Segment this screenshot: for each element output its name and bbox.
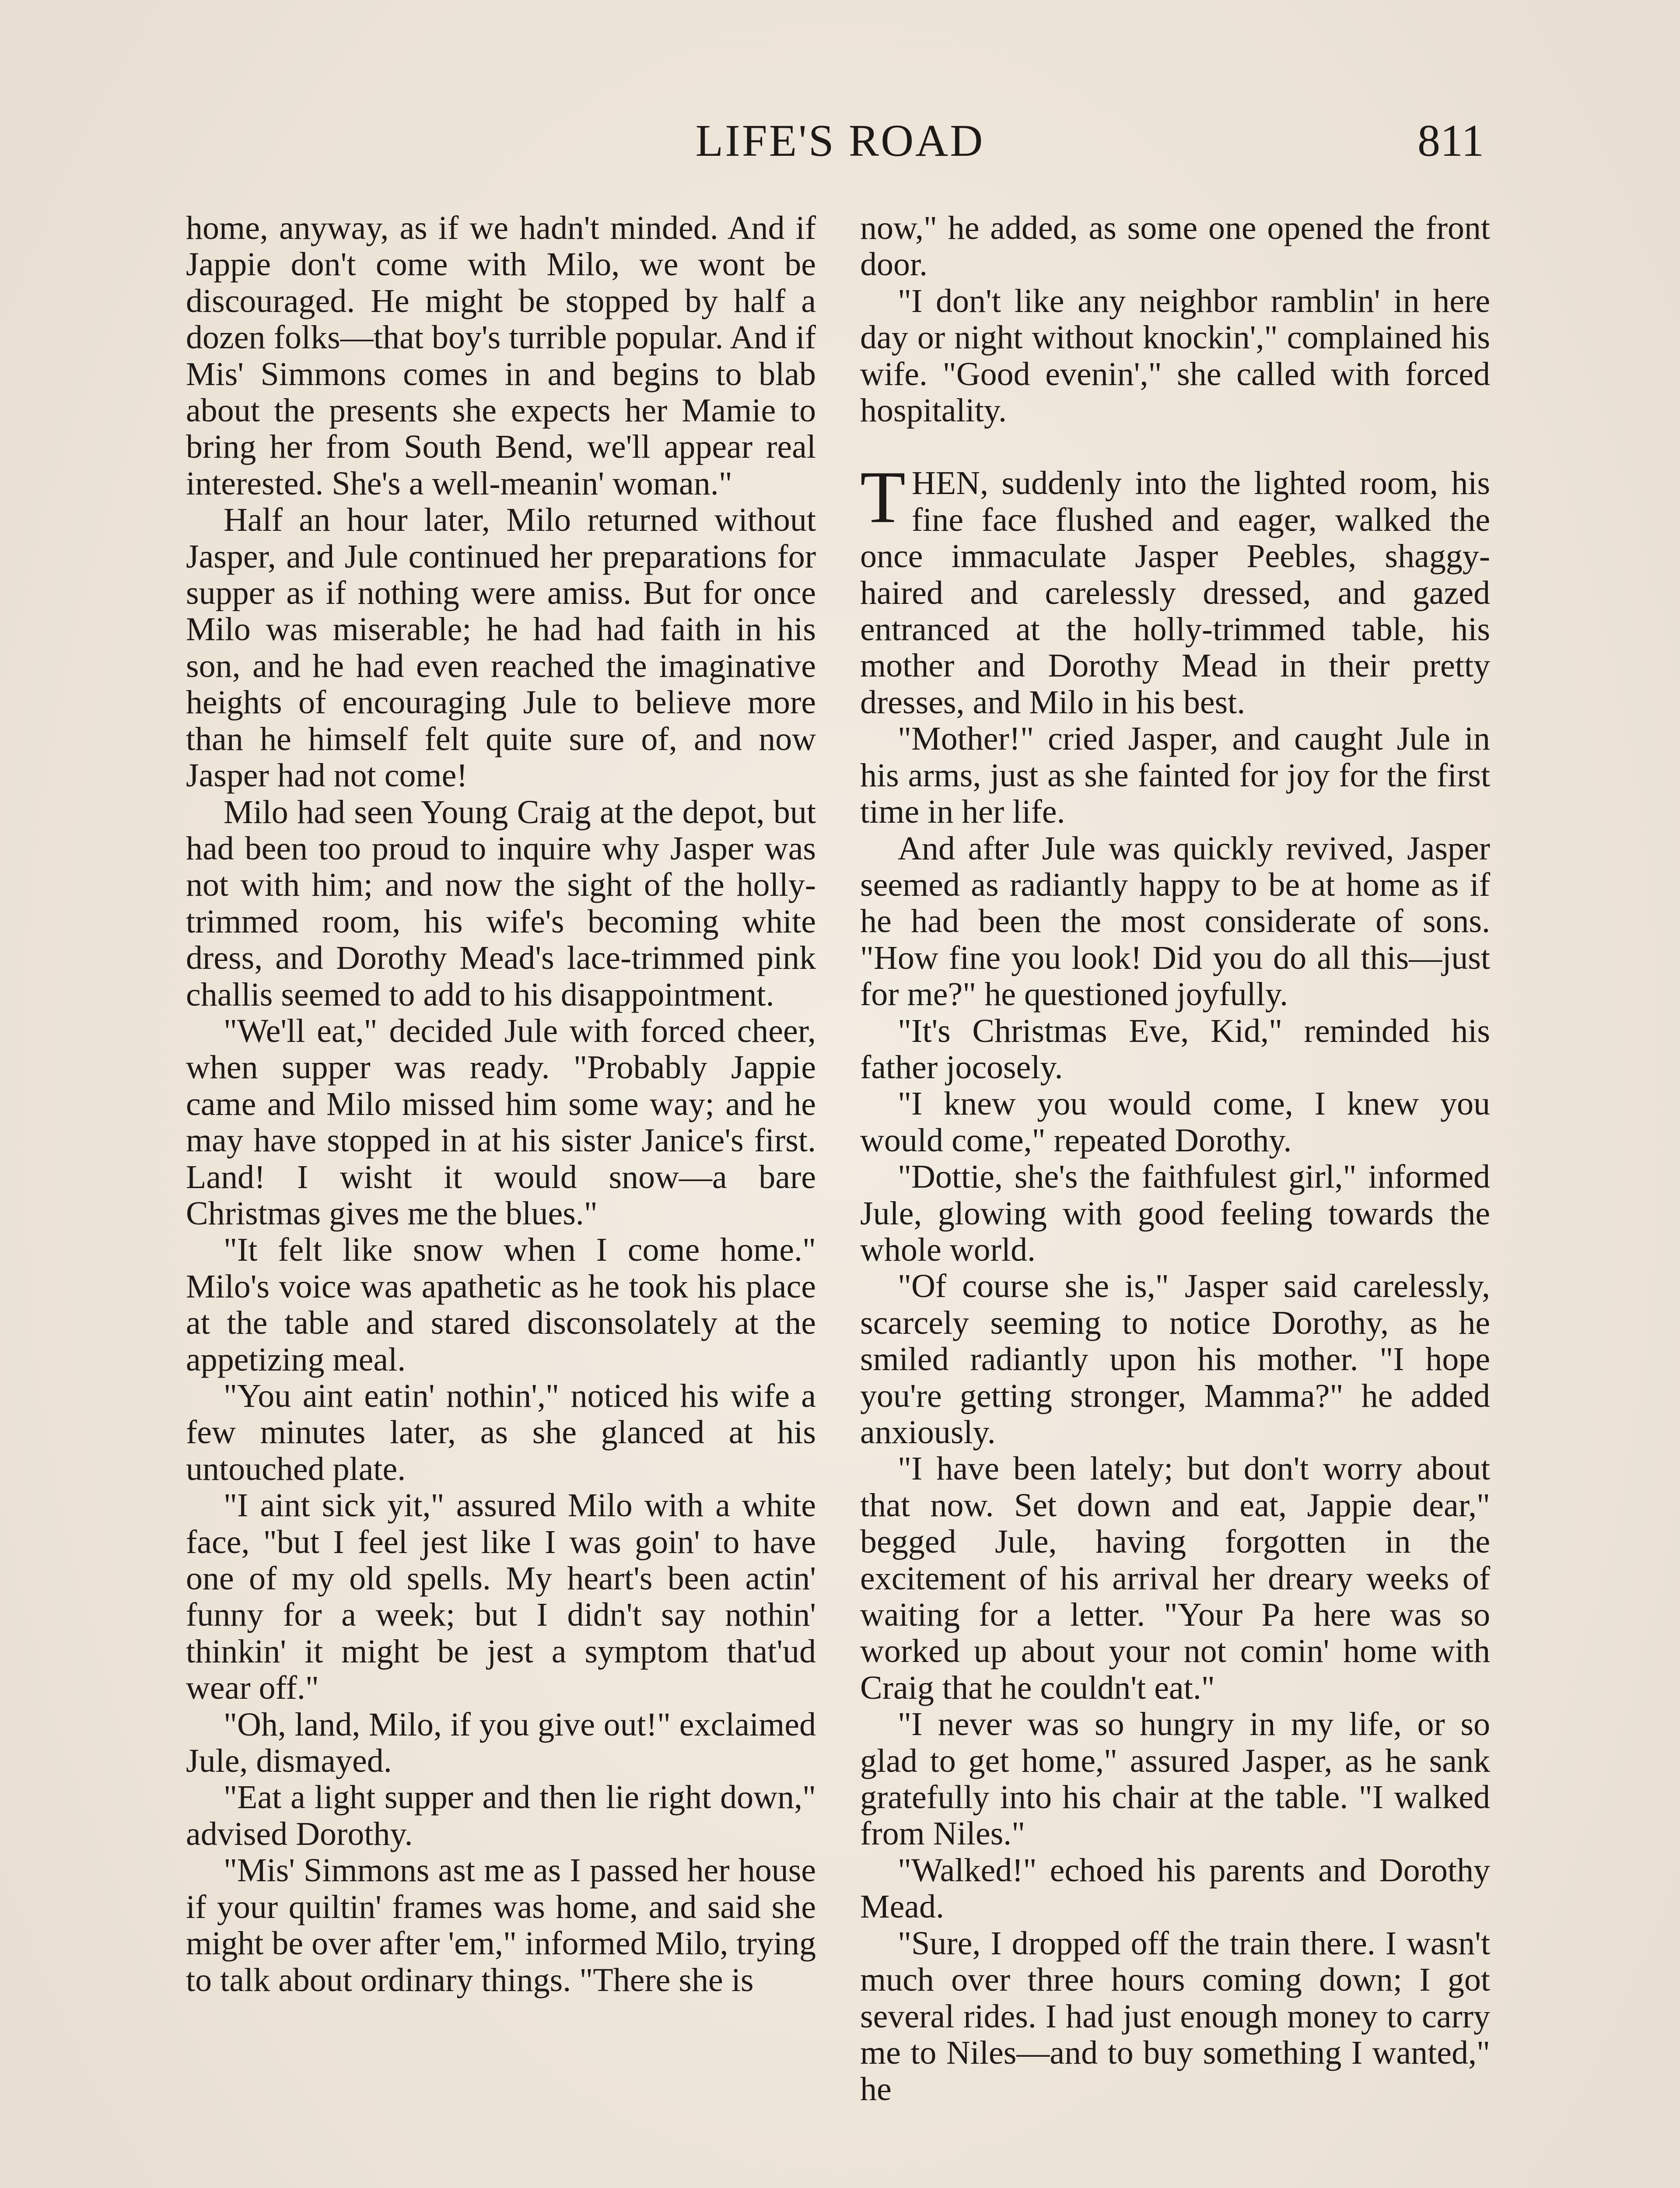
paragraph-text: HEN, suddenly into the lighted room, his fine face flushed and eager, walked the once immaculate Jasper Peebles, shaggy-haired and carelessly dressed, and gazed entranced at the holly-trimmed table, his mother and Dorothy Mead in their pretty dresses, and Milo in his best. <box>860 465 1490 721</box>
page-number: 811 <box>1418 116 1484 166</box>
paragraph: "Mother!" cried Jasper, and caught Jule in his arms, just as she fainted for joy for the first time in her life. <box>860 720 1490 831</box>
paragraph: "You aint eatin' nothin'," noticed his wife a few minutes later, as she glanced at his untouched plate. <box>186 1378 816 1487</box>
paragraph: "Sure, I dropped off the train there. I wasn't much over three hours coming down; I got several rides. I had just enough money to carry me to Niles—and to buy something I wanted," he <box>860 1925 1490 2108</box>
paragraph: "Oh, land, Milo, if you give out!" exclaimed Jule, dismayed. <box>186 1706 816 1780</box>
paragraph: "I aint sick yit," assured Milo with a white face, "but I feel jest like I was goin' to have one of my old spells. My heart's been actin' funny for a week; but I didn't say nothin' thinkin' it might be jest a symptom that'ud wear off." <box>186 1487 816 1707</box>
right-column <box>860 210 1490 2108</box>
paragraph: "It felt like snow when I come home." Milo's voice was apathetic as he took his place at the table and stared disconsolately at the appetizing meal. <box>186 1231 816 1378</box>
paragraph: And after Jule was quickly revived, Jasper seemed as radiantly happy to be at home as if he had been the most considerate of sons. "How fine you look! Did you do all this—just for me?" he questioned joyfully. <box>860 830 1490 1013</box>
left-column <box>186 210 816 1999</box>
running-title: LIFE'S ROAD <box>695 116 985 166</box>
drop-cap: T <box>860 456 906 539</box>
paragraph: "Walked!" echoed his parents and Dorothy Mead. <box>860 1851 1490 1925</box>
section-opening-paragraph <box>860 456 1490 721</box>
paragraph: Half an hour later, Milo returned without Jasper, and Jule continued her preparations for supper as if nothing were amiss. But for once Milo was miserable; he had had faith in his son, and he had even reached the imaginative heights of encouraging Jule to believe more than he himself felt quite sure of, and now Jasper had not come! <box>186 501 816 794</box>
paragraph: now," he added, as some one opened the front door. <box>860 210 1490 283</box>
paragraph: "I never was so hungry in my life, or so glad to get home," assured Jasper, as he sank gratefully into his chair at the table. "I walked from Niles." <box>860 1706 1490 1852</box>
paragraph: "I don't like any neighbor ramblin' in here day or night without knockin'," complained his wife. "Good evenin'," she called with forced hospitality. <box>860 282 1490 429</box>
paragraph: Milo had seen Young Craig at the depot, but had been too proud to inquire why Jasper was not with him; and now the sight of the holly-trimmed room, his wife's becoming white dress, and Dorothy Mead's lace-trimmed pink challis seemed to add to his disappointment. <box>186 793 816 1013</box>
paragraph: home, anyway, as if we hadn't minded. And if Jappie don't come with Milo, we wont be discouraged. He might be stopped by half a dozen folks—that boy's turrible popular. And if Mis' Simmons comes in and begins to blab about the presents she expects her Mamie to bring her from South Bend, we'll appear real interested. She's a well-meanin' woman." <box>186 210 816 502</box>
paragraph: "It's Christmas Eve, Kid," reminded his father jocosely. <box>860 1012 1490 1086</box>
paragraph: "Mis' Simmons ast me as I passed her house if your quiltin' frames was home, and said she might be over after 'em," informed Milo, trying to talk about ordinary things. "There she is <box>186 1852 816 1999</box>
paragraph: "Eat a light supper and then lie right down," advised Dorothy. <box>186 1779 816 1852</box>
paragraph: "Dottie, she's the faithfulest girl," informed Jule, glowing with good feeling towards the whole world. <box>860 1158 1490 1268</box>
paragraph: "We'll eat," decided Jule with forced cheer, when supper was ready. "Probably Jappie came and Milo missed him some way; and he may have stopped in at his sister Janice's first. Land! I wisht it would snow—a bare Christmas gives me the blues." <box>186 1012 816 1232</box>
paragraph: "I have been lately; but don't worry about that now. Set down and eat, Jappie dear," begged Jule, having forgotten in the excitement of his arrival her dreary weeks of waiting for a letter. "Your Pa here was so worked up about your not comin' home with Craig that he couldn't eat." <box>860 1450 1490 1706</box>
paragraph: "Of course she is," Jasper said carelessly, scarcely seeming to notice Dorothy, as he smiled radiantly upon his mother. "I hope you're getting stronger, Mamma?" he added anxiously. <box>860 1268 1490 1451</box>
paragraph: "I knew you would come, I knew you would come," repeated Dorothy. <box>860 1085 1490 1159</box>
